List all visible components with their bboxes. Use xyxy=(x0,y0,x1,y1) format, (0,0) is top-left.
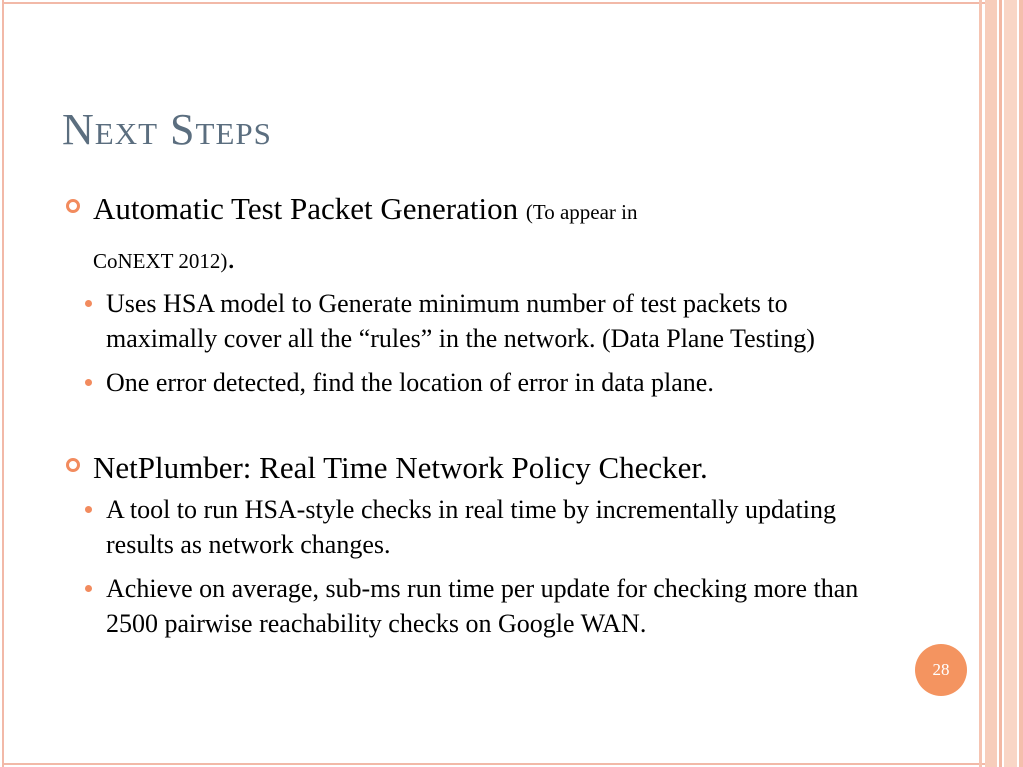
list-item xyxy=(66,286,876,356)
decorative-stripe xyxy=(999,0,1002,767)
ring-bullet-icon xyxy=(66,199,80,213)
dot-bullet-icon xyxy=(85,585,92,592)
frame-border-top xyxy=(2,2,992,4)
section-heading-note-venue: CoNEXT 2012) xyxy=(93,249,228,273)
list-item xyxy=(66,571,876,641)
list-item-text: One error detected, find the location of error in data plane. xyxy=(106,368,714,397)
sub-bullet-list xyxy=(66,286,876,400)
decorative-stripe xyxy=(979,0,982,767)
slide-content xyxy=(66,186,876,650)
page-number-badge: 28 xyxy=(915,644,967,696)
list-item-text: Uses HSA model to Generate minimum number of test packets to maximally cover all the “rules” in the network. (Data Plane Testing) xyxy=(106,289,815,353)
dot-bullet-icon xyxy=(85,379,92,386)
list-item xyxy=(66,492,876,562)
dot-bullet-icon xyxy=(85,300,92,307)
section-heading: NetPlumber: Real Time Network Policy Checker. xyxy=(93,450,708,485)
section-heading-end: . xyxy=(227,240,236,275)
section-heading-note: (To appear in xyxy=(525,200,638,224)
decorative-stripe xyxy=(1004,0,1017,767)
section-heading: Automatic Test Packet Generation xyxy=(93,191,519,226)
slide-title: Next Steps xyxy=(62,105,272,154)
list-item-text: A tool to run HSA-style checks in real time by incrementally updating results as network changes. xyxy=(106,495,837,559)
frame-border-bottom xyxy=(2,763,992,765)
sub-bullet-list xyxy=(66,492,876,641)
section-atpg xyxy=(66,186,876,284)
ring-bullet-icon xyxy=(66,458,80,472)
spacer xyxy=(66,409,876,445)
decorative-stripe xyxy=(985,0,997,767)
frame-border-left xyxy=(2,0,4,767)
list-item-text: Achieve on average, sub-ms run time per update for checking more than 2500 pairwise reachability checks on Google WAN. xyxy=(106,574,859,638)
decorative-stripe xyxy=(1019,0,1023,767)
list-item xyxy=(66,365,876,400)
dot-bullet-icon xyxy=(85,506,92,513)
section-netplumber xyxy=(66,445,876,490)
